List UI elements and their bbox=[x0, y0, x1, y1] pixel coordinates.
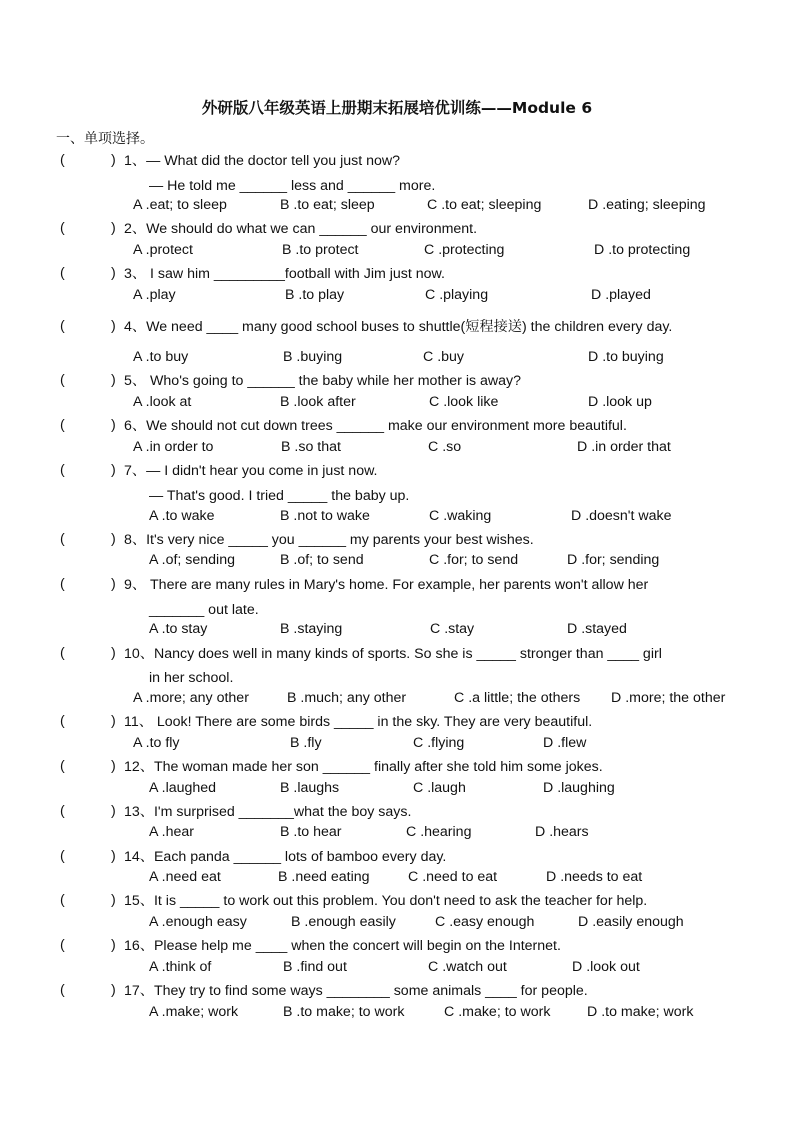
answer-option: D .in order that bbox=[577, 439, 671, 455]
answer-option: A .to fly bbox=[133, 735, 180, 751]
question-stem: 8、It's very nice _____ you ______ my parents your best wishes. bbox=[124, 532, 534, 548]
answer-paren-close: ) bbox=[111, 937, 116, 953]
answer-paren-open: ( bbox=[60, 462, 65, 478]
answer-option: C .buy bbox=[423, 349, 465, 365]
answer-option: B .to play bbox=[285, 287, 345, 303]
answer-option: C .stay bbox=[430, 621, 475, 637]
section-heading: 一、单项选择。 bbox=[56, 131, 154, 147]
question-stem: 14、Each panda ______ lots of bamboo every day. bbox=[124, 849, 447, 865]
answer-paren-open: ( bbox=[60, 713, 65, 729]
answer-paren-close: ) bbox=[111, 713, 116, 729]
answer-option: D .to make; work bbox=[587, 1004, 694, 1020]
answer-option: A .play bbox=[133, 287, 176, 303]
question-stem: 9、 There are many rules in Mary's home. For example, her parents won't allow her bbox=[124, 577, 649, 593]
question-stem: 3、 I saw him _________football with Jim just now. bbox=[124, 266, 445, 282]
answer-option: D .needs to eat bbox=[546, 869, 643, 885]
answer-paren-close: ) bbox=[111, 372, 116, 388]
answer-option: D .flew bbox=[543, 735, 587, 751]
answer-option: C .laugh bbox=[413, 780, 466, 796]
answer-option: C .watch out bbox=[428, 959, 507, 975]
answer-option: C .hearing bbox=[406, 824, 472, 840]
answer-paren-open: ( bbox=[60, 803, 65, 819]
answer-paren-open: ( bbox=[60, 531, 65, 547]
question-continuation: _______ out late. bbox=[149, 602, 259, 618]
answer-option: A .in order to bbox=[133, 439, 214, 455]
answer-paren-open: ( bbox=[60, 982, 65, 998]
answer-option: A .laughed bbox=[149, 780, 217, 796]
question-stem: 13、I'm surprised _______what the boy says. bbox=[124, 804, 412, 820]
answer-option: B .to eat; sleep bbox=[280, 197, 375, 213]
answer-option: A .eat; to sleep bbox=[133, 197, 227, 213]
question-stem: 11、 Look! There are some birds _____ in the sky. They are very beautiful. bbox=[124, 714, 593, 730]
answer-option: B .laughs bbox=[280, 780, 340, 796]
answer-option: C .flying bbox=[413, 735, 465, 751]
answer-option: B .buying bbox=[283, 349, 343, 365]
answer-paren-close: ) bbox=[111, 982, 116, 998]
answer-option: C .playing bbox=[425, 287, 489, 303]
answer-option: A .more; any other bbox=[133, 690, 249, 706]
answer-paren-close: ) bbox=[111, 848, 116, 864]
answer-option: D .stayed bbox=[567, 621, 627, 637]
answer-option: D .played bbox=[591, 287, 651, 303]
answer-option: C .protecting bbox=[424, 242, 505, 258]
question-stem: 12、The woman made her son ______ finally after she told him some jokes. bbox=[124, 759, 603, 775]
answer-paren-open: ( bbox=[60, 372, 65, 388]
question-stem: 4、We need ____ many good school buses to shuttle(短程接送) the children every day. bbox=[124, 319, 673, 335]
answer-option: C .easy enough bbox=[435, 914, 535, 930]
answer-option: C .look like bbox=[429, 394, 499, 410]
answer-option: D .to protecting bbox=[594, 242, 691, 258]
answer-option: A .to stay bbox=[149, 621, 208, 637]
answer-option: B .need eating bbox=[278, 869, 370, 885]
answer-paren-close: ) bbox=[111, 462, 116, 478]
answer-option: C .need to eat bbox=[408, 869, 498, 885]
answer-option: A .look at bbox=[133, 394, 192, 410]
question-stem: 5、 Who's going to ______ the baby while her mother is away? bbox=[124, 373, 522, 389]
answer-option: B .to make; to work bbox=[283, 1004, 405, 1020]
answer-option: D .look up bbox=[588, 394, 652, 410]
question-continuation: in her school. bbox=[149, 670, 234, 686]
answer-option: B .so that bbox=[281, 439, 341, 455]
answer-paren-close: ) bbox=[111, 152, 116, 168]
question-continuation: — That's good. I tried _____ the baby up. bbox=[149, 488, 410, 504]
question-stem: 10、Nancy does well in many kinds of sports. So she is _____ stronger than ____ girl bbox=[124, 646, 662, 662]
answer-option: A .enough easy bbox=[149, 914, 247, 930]
answer-option: C .to eat; sleeping bbox=[427, 197, 542, 213]
answer-paren-open: ( bbox=[60, 318, 65, 334]
answer-paren-close: ) bbox=[111, 645, 116, 661]
answer-option: B .much; any other bbox=[287, 690, 407, 706]
answer-option: A .need eat bbox=[149, 869, 221, 885]
answer-paren-open: ( bbox=[60, 265, 65, 281]
answer-option: B .staying bbox=[280, 621, 343, 637]
answer-option: A .of; sending bbox=[149, 552, 235, 568]
answer-option: D .for; sending bbox=[567, 552, 660, 568]
answer-option: A .protect bbox=[133, 242, 193, 258]
answer-option: B .look after bbox=[280, 394, 356, 410]
answer-option: C .make; to work bbox=[444, 1004, 551, 1020]
answer-option: D .more; the other bbox=[611, 690, 726, 706]
answer-paren-open: ( bbox=[60, 937, 65, 953]
answer-option: A .make; work bbox=[149, 1004, 239, 1020]
answer-paren-close: ) bbox=[111, 318, 116, 334]
answer-paren-open: ( bbox=[60, 848, 65, 864]
answer-option: A .think of bbox=[149, 959, 212, 975]
answer-option: D .laughing bbox=[543, 780, 615, 796]
answer-option: C .so bbox=[428, 439, 462, 455]
answer-option: B .fly bbox=[290, 735, 322, 751]
answer-paren-open: ( bbox=[60, 417, 65, 433]
answer-option: D .to buying bbox=[588, 349, 664, 365]
question-stem: 2、We should do what we can ______ our environment. bbox=[124, 221, 478, 237]
question-stem: 16、Please help me ____ when the concert will begin on the Internet. bbox=[124, 938, 561, 954]
question-stem: 7、— I didn't hear you come in just now. bbox=[124, 463, 378, 479]
answer-option: D .look out bbox=[572, 959, 640, 975]
answer-paren-open: ( bbox=[60, 758, 65, 774]
answer-option: B .to hear bbox=[280, 824, 342, 840]
answer-paren-close: ) bbox=[111, 758, 116, 774]
question-continuation: — He told me ______ less and ______ more. bbox=[149, 178, 436, 194]
answer-option: C .waking bbox=[429, 508, 492, 524]
answer-paren-open: ( bbox=[60, 576, 65, 592]
page-title: 外研版八年级英语上册期末拓展培优训练——Module 6 bbox=[201, 99, 593, 117]
answer-paren-close: ) bbox=[111, 531, 116, 547]
answer-paren-close: ) bbox=[111, 417, 116, 433]
answer-option: D .easily enough bbox=[578, 914, 684, 930]
answer-paren-close: ) bbox=[111, 892, 116, 908]
question-stem: 17、They try to find some ways ________ some animals ____ for people. bbox=[124, 983, 588, 999]
answer-paren-open: ( bbox=[60, 220, 65, 236]
answer-option: D .doesn't wake bbox=[571, 508, 672, 524]
answer-option: A .to wake bbox=[149, 508, 215, 524]
answer-option: B .to protect bbox=[282, 242, 359, 258]
answer-option: C .for; to send bbox=[429, 552, 519, 568]
answer-paren-open: ( bbox=[60, 645, 65, 661]
question-stem: 15、It is _____ to work out this problem. You don't need to ask the teacher for help. bbox=[124, 893, 648, 909]
question-stem: 6、We should not cut down trees ______ make our environment more beautiful. bbox=[124, 418, 627, 434]
answer-option: C .a little; the others bbox=[454, 690, 581, 706]
question-stem: 1、— What did the doctor tell you just now? bbox=[124, 153, 401, 169]
answer-option: B .not to wake bbox=[280, 508, 370, 524]
answer-paren-open: ( bbox=[60, 892, 65, 908]
answer-option: A .hear bbox=[149, 824, 194, 840]
answer-option: B .of; to send bbox=[280, 552, 364, 568]
answer-option: A .to buy bbox=[133, 349, 189, 365]
answer-option: D .hears bbox=[535, 824, 589, 840]
answer-paren-close: ) bbox=[111, 220, 116, 236]
answer-paren-close: ) bbox=[111, 576, 116, 592]
answer-option: D .eating; sleeping bbox=[588, 197, 706, 213]
answer-paren-close: ) bbox=[111, 803, 116, 819]
answer-paren-close: ) bbox=[111, 265, 116, 281]
answer-paren-open: ( bbox=[60, 152, 65, 168]
answer-option: B .enough easily bbox=[291, 914, 396, 930]
answer-option: B .find out bbox=[283, 959, 347, 975]
